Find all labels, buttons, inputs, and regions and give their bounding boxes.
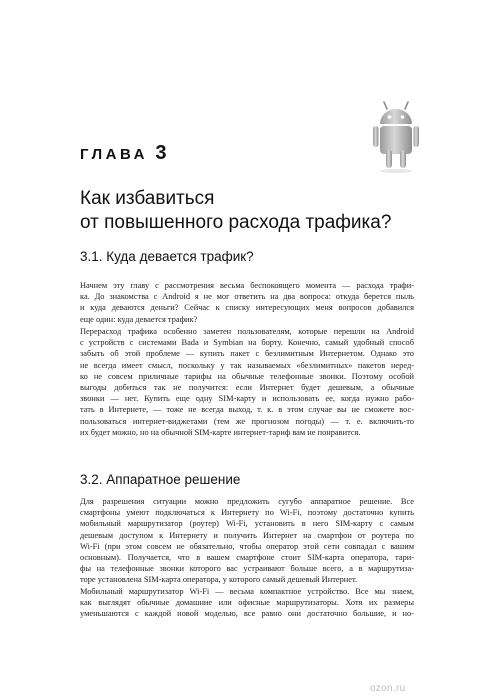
text-line: мобильный маршрутизатор (роутер) Wi-Fi, установить в него SIM-карту с самым	[80, 519, 414, 529]
section-heading-3-2: 3.2. Аппаратное решение	[80, 472, 241, 487]
text-line: Начнем эту главу с рассмотрения весьма беспокоящего момента — расхода трафи-	[80, 281, 414, 290]
title-line: от повышенного расхода трафика?	[80, 212, 392, 233]
paragraph	[80, 280, 414, 325]
paragraph	[80, 586, 414, 620]
chapter-label	[80, 142, 166, 165]
text-line: тать в Интернете, — тоже не всегда выход, т. к. в этом случае вы не сможете вос-	[80, 405, 414, 415]
paragraph	[80, 326, 414, 438]
android-robot-icon	[371, 100, 421, 174]
text-line: как выглядят обычные домашние или офисные маршрутизаторы. Хотя их размеры	[80, 598, 414, 608]
chapter-number: 3	[155, 142, 167, 164]
ozon-watermark: ozon.ru	[370, 683, 406, 694]
text-line: Для разрешения ситуации можно предложить сугубо аппаратное решение. Все	[80, 497, 414, 506]
text-line: смартфоны умеют подключаться к Интернету по Wi-Fi, поэтому достаточно купить	[80, 508, 414, 518]
text-line: еще один: куда девается трафик?	[80, 314, 198, 324]
chapter-title	[80, 187, 420, 235]
text-line: ко не совсем приличные тарифы на обычные телефонные звонки. Поэтому особой	[80, 371, 414, 381]
text-line: выгоды добиться так не получится: если Интернет будет дешевым, а обычные	[80, 383, 414, 393]
text-line: торе установлена SIM-карта оператора, у которого самый дешевый Интернет.	[80, 575, 358, 585]
text-line: Wi-Fi (при этом совсем не обязательно, чтобы оператор этой сети совпадал с вашим	[80, 541, 414, 551]
text-line: и куда деваются деньги? Сейчас к списку интересующих меня вопросов добавился	[80, 303, 414, 313]
text-line: забыть об этой проблеме — купить пакет с безлимитным Интернетом. Однако это	[80, 349, 414, 359]
text-line: дешевым доступом к Интернету и получить Интернет на смартфон от роутера по	[80, 530, 414, 540]
text-line: Перерасход трафика особенно заметен пользователям, которые перешли на Android	[80, 327, 414, 336]
text-line: основным). Получается, что в вашем смартфоне стоит SIM-карта оператора, тари-	[80, 553, 414, 563]
text-line: ка. До знакомства с Android я не мог ответить на два вопроса: откуда берется пыль	[80, 292, 414, 302]
text-line: с устройств с системами Bada и Symbian на борту. Конечно, самый удобный способ	[80, 338, 414, 348]
section-heading-3-1: 3.1. Куда девается трафик?	[80, 249, 254, 264]
title-line: Как избавиться	[80, 188, 215, 209]
text-line: не всегда имеет смысл, поскольку у так называемых «безлимитных» пакетов неред-	[80, 360, 414, 370]
text-line: фы на телефонные звонки которого вас устраивают больше всего, а в маршрутиза-	[80, 564, 414, 574]
text-line: их будет можно, но на обычной SIM-карте интернет-тариф вам не понравится.	[80, 427, 361, 437]
chapter-word: ГЛАВА	[80, 146, 148, 163]
text-line: Мобильный маршрутизатор Wi-Fi — весьма компактное устройство. Все мы знаем,	[80, 587, 414, 596]
text-line: пользоваться интернет-виджетами (тем же прогнозом погоды) — т. е. включить-то	[80, 416, 414, 426]
paragraph	[80, 496, 414, 586]
text-line: звонки — нет. Купить еще одну SIM-карту и использовать ее, когда нужно рабо-	[80, 394, 414, 404]
text-line: уменьшаются с каждой новой моделью, все равно они достаточно большие, и но-	[80, 609, 414, 619]
